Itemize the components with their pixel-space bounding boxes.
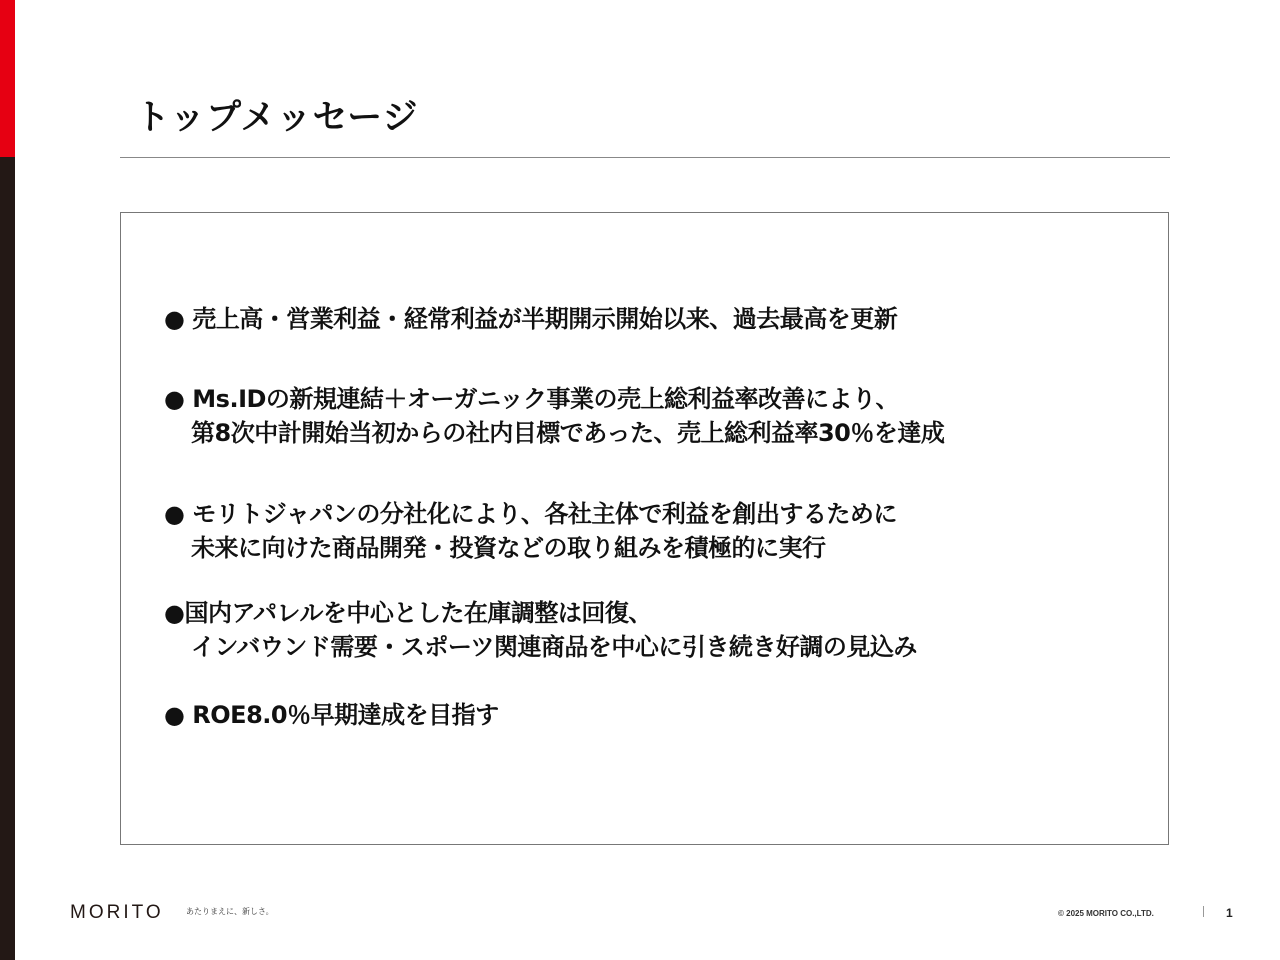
bullet-line: ● Ms.IDの新規連結＋オーガニック事業の売上総利益率改善により、 (164, 385, 899, 413)
company-logo: MORITO (70, 902, 164, 923)
footer-divider (1203, 906, 1204, 917)
copyright-notice: © 2025 MORITO CO.,LTD. (1058, 909, 1154, 918)
bullet-gross-margin (164, 382, 944, 450)
bullet-line: ● ROE8.0％早期達成を目指す (164, 701, 499, 729)
bullet-inventory (164, 596, 917, 664)
bullet-line-continued: 第8次中計開始当初からの社内目標であった、売上総利益率30％を達成 (191, 419, 945, 447)
bullet-line: ● モリトジャパンの分社化により、各社主体で利益を創出するために (164, 500, 897, 528)
title-divider (120, 157, 1170, 158)
page-number: 1 (1226, 906, 1233, 920)
sidebar-accent-stripe (0, 0, 15, 157)
bullet-line-continued: インバウンド需要・スポーツ関連商品を中心に引き続き好調の見込み (191, 633, 917, 661)
bullet-record-profit (164, 302, 897, 336)
bullet-line: ● 売上高・営業利益・経常利益が半期開示開始以来、過去最高を更新 (164, 305, 898, 333)
bullet-spinoff (164, 497, 897, 565)
bullet-line: ●国内アパレルを中心とした在庫調整は回復、 (164, 599, 652, 627)
page-title: トップメッセージ (135, 98, 419, 138)
bullet-line-continued: 未来に向けた商品開発・投資などの取り組みを積極的に実行 (191, 534, 826, 562)
company-tagline: あたりまえに、新しさ。 (186, 907, 274, 916)
bullet-roe (164, 698, 499, 732)
